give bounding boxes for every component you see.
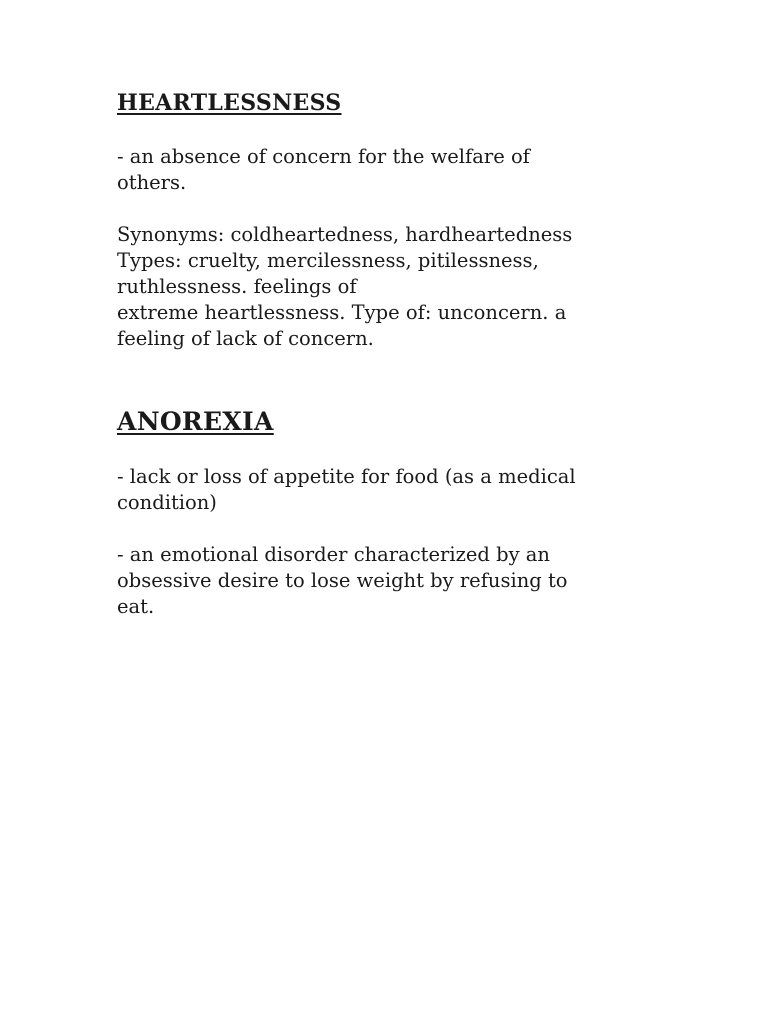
text-line: Types: cruelty, mercilessness, pitilessness, [117, 249, 539, 272]
text-line: feeling of lack of concern. [117, 327, 374, 350]
definition-anorexia-1 [117, 464, 657, 516]
text-line: - an absence of concern for the welfare of [117, 145, 530, 168]
document-page [117, 88, 657, 620]
details-heartlessness [117, 222, 657, 352]
term-heading-anorexia: ANOREXIA [117, 407, 274, 436]
text-line: extreme heartlessness. Type of: unconcern. a [117, 301, 567, 324]
definition-heartlessness [117, 144, 657, 196]
text-line: eat. [117, 595, 155, 618]
term-heading-heartlessness: HEARTLESSNESS [117, 90, 342, 116]
text-line: condition) [117, 491, 217, 514]
text-line: others. [117, 171, 187, 194]
text-line: obsessive desire to lose weight by refusing to [117, 569, 568, 592]
definition-anorexia-2 [117, 542, 657, 620]
text-line: Synonyms: coldheartedness, hardheartedness [117, 223, 573, 246]
text-line: - lack or loss of appetite for food (as a medical [117, 465, 576, 488]
text-line: - an emotional disorder characterized by an [117, 543, 550, 566]
text-line: ruthlessness. feelings of [117, 275, 357, 298]
